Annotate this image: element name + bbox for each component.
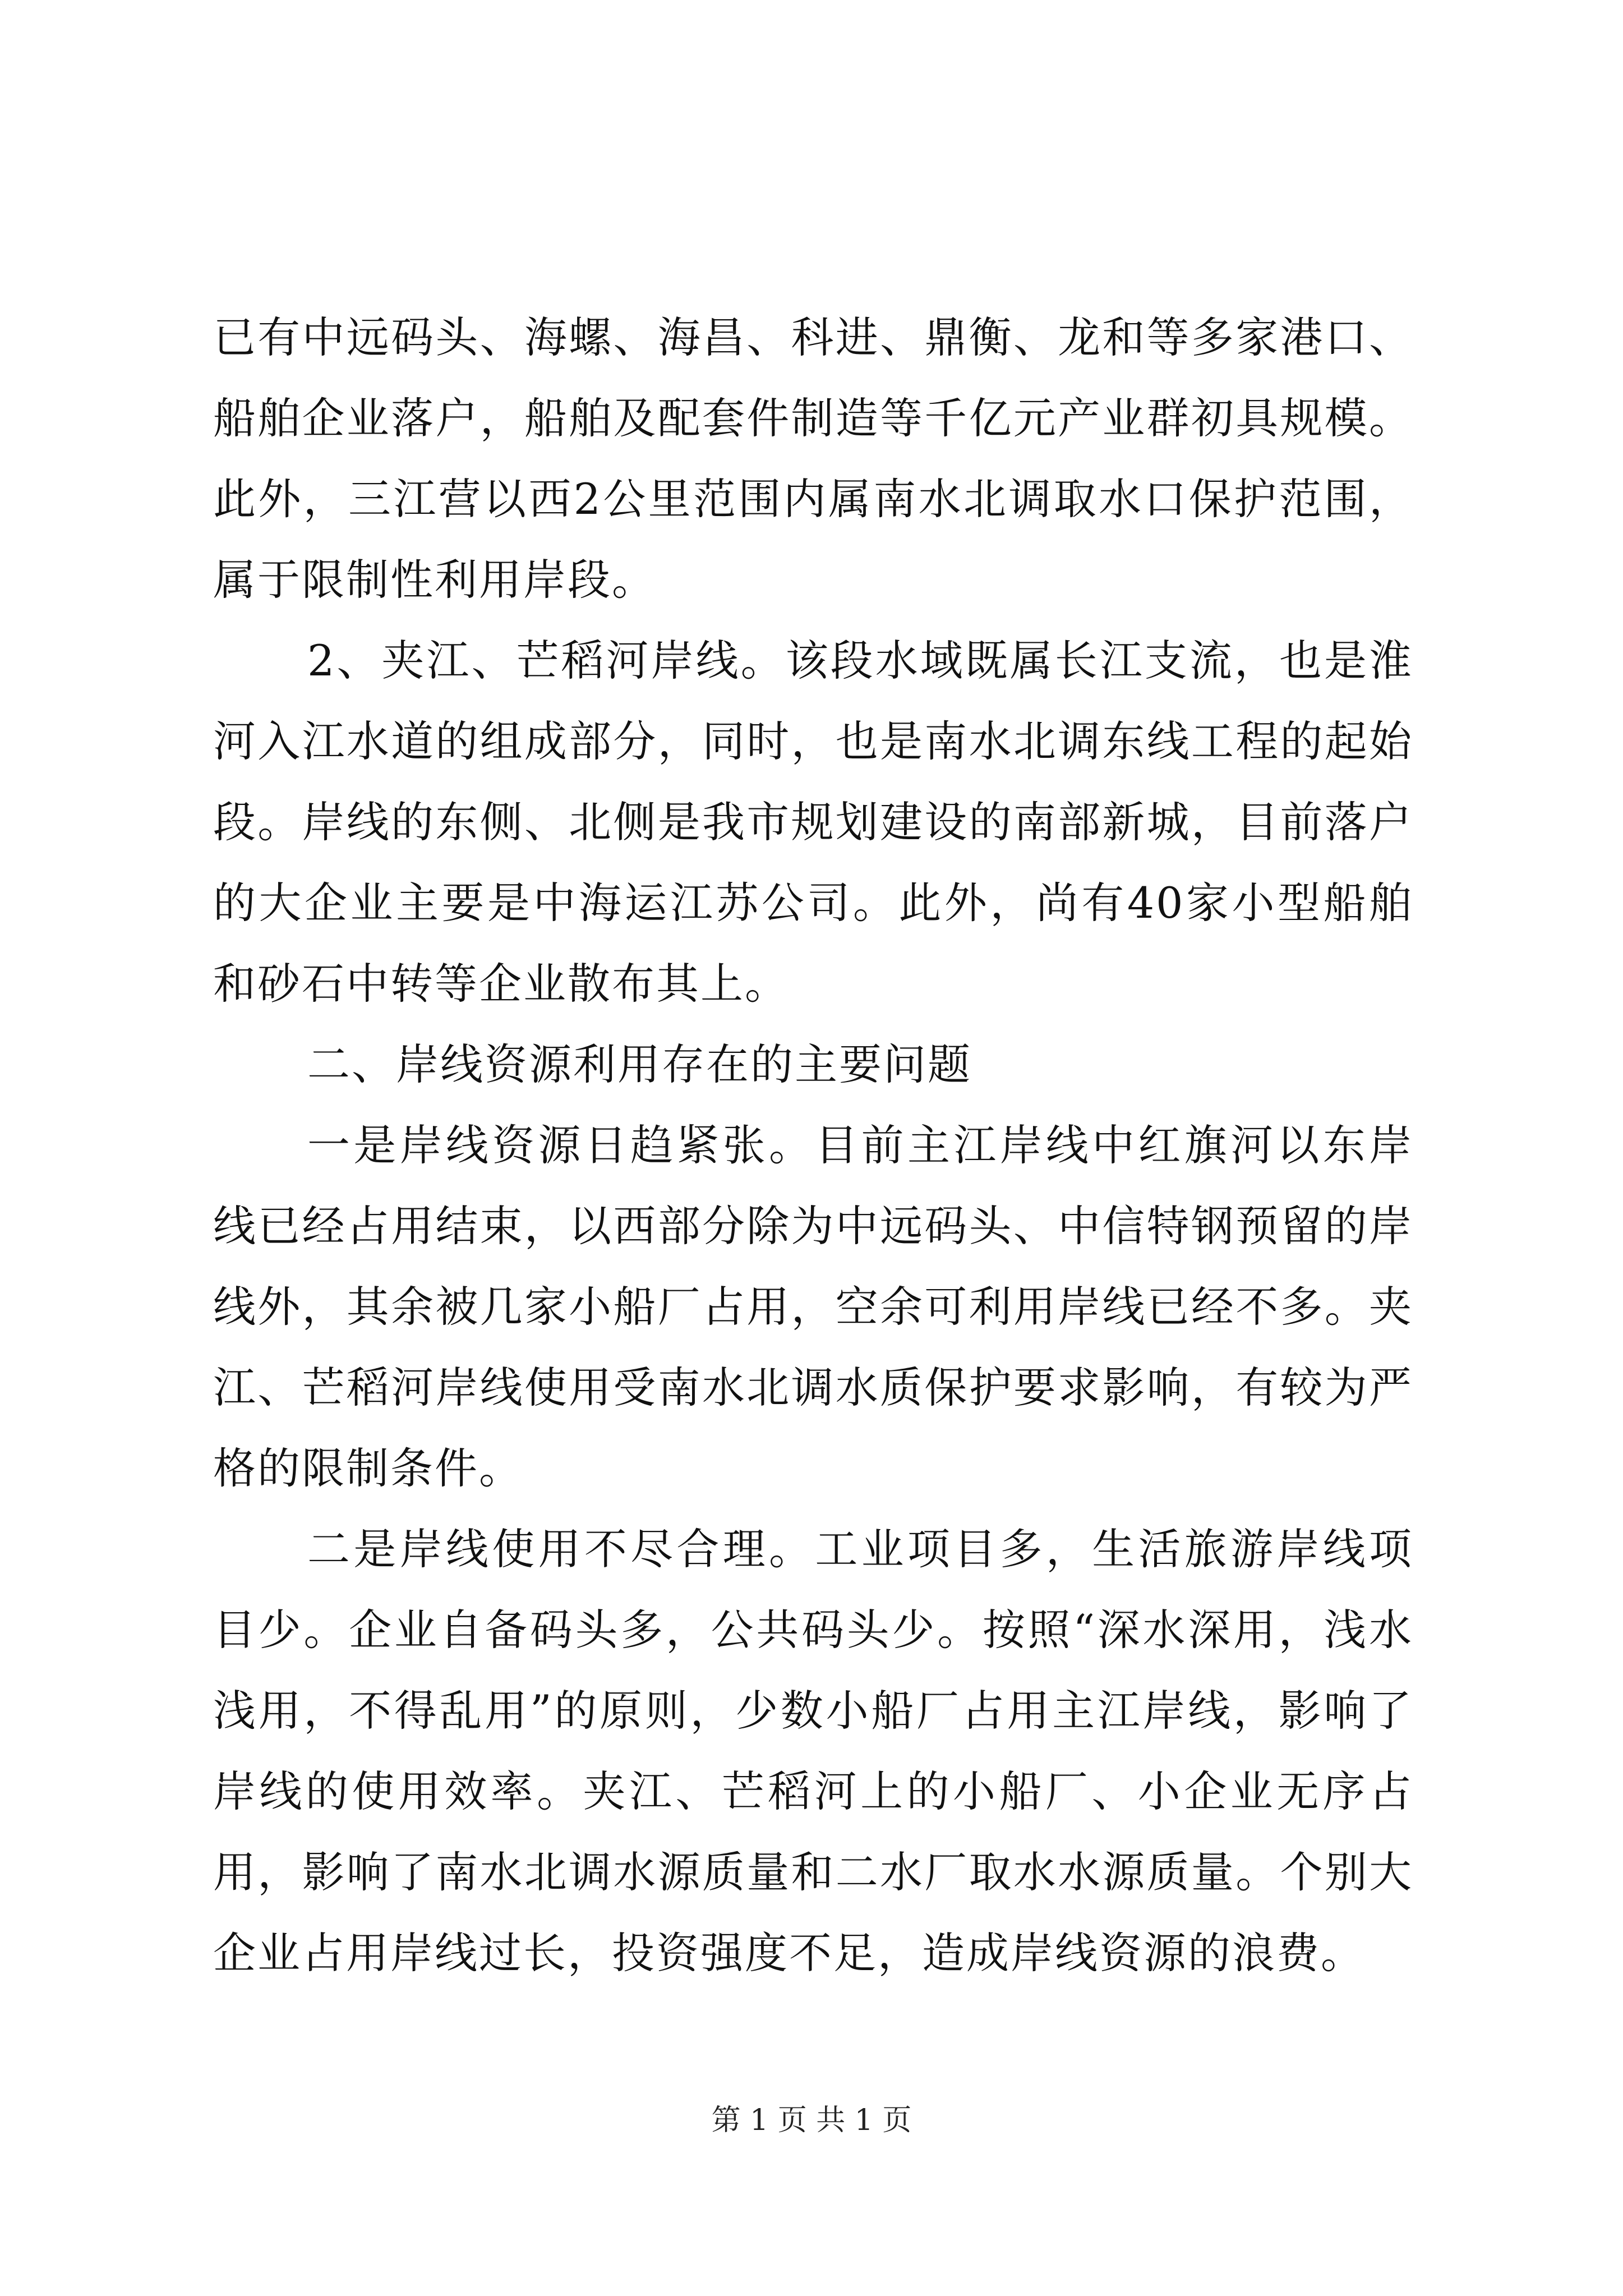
paragraph-3: 一是岸线资源日趋紧张。目前主江岸线中红旗河以东岸线已经占用结束，以西部分除为中远码头、中信特钢预留的岸线外，其余被几家小船厂占用，空余可利用岸线已经不多。夹江、芒稻河岸线使用受南水北调水质保护要求影响，有较为严格的限制条件。: [213, 1120, 1413, 1493]
section-heading: 二、岸线资源利用存在的主要问题: [307, 1039, 972, 1089]
document-body: [213, 297, 1413, 1994]
paragraph-4: 二是岸线使用不尽合理。工业项目多，生活旅游岸线项目少。企业自备码头多，公共码头少。按照“深水深用，浅水浅用，不得乱用”的原则，少数小船厂占用主江岸线，影响了岸线的使用效率。夹江、芒稻河上的小船厂、小企业无序占用，影响了南水北调水源质量和二水厂取水水源质量。个别大企业占用岸线过长，投资强度不足，造成岸线资源的浪费。: [213, 1524, 1413, 1978]
paragraph-1: 已有中远码头、海螺、海昌、科进、鼎衡、龙和等多家港口、船舶企业落户，船舶及配套件制造等千亿元产业群初具规模。此外，三江营以西2公里范围内属南水北调取水口保护范围，属于限制性利用岸段。: [213, 312, 1413, 605]
page-number-footer: 第 1 页 共 1 页: [711, 2104, 912, 2137]
paragraph-2: 2、夹江、芒稻河岸线。该段水域既属长江支流，也是淮河入江水道的组成部分，同时，也是南水北调东线工程的起始段。岸线的东侧、北侧是我市规划建设的南部新城，目前落户的大企业主要是中海运江苏公司。此外，尚有40家小型船舶和砂石中转等企业散布其上。: [213, 636, 1413, 1009]
